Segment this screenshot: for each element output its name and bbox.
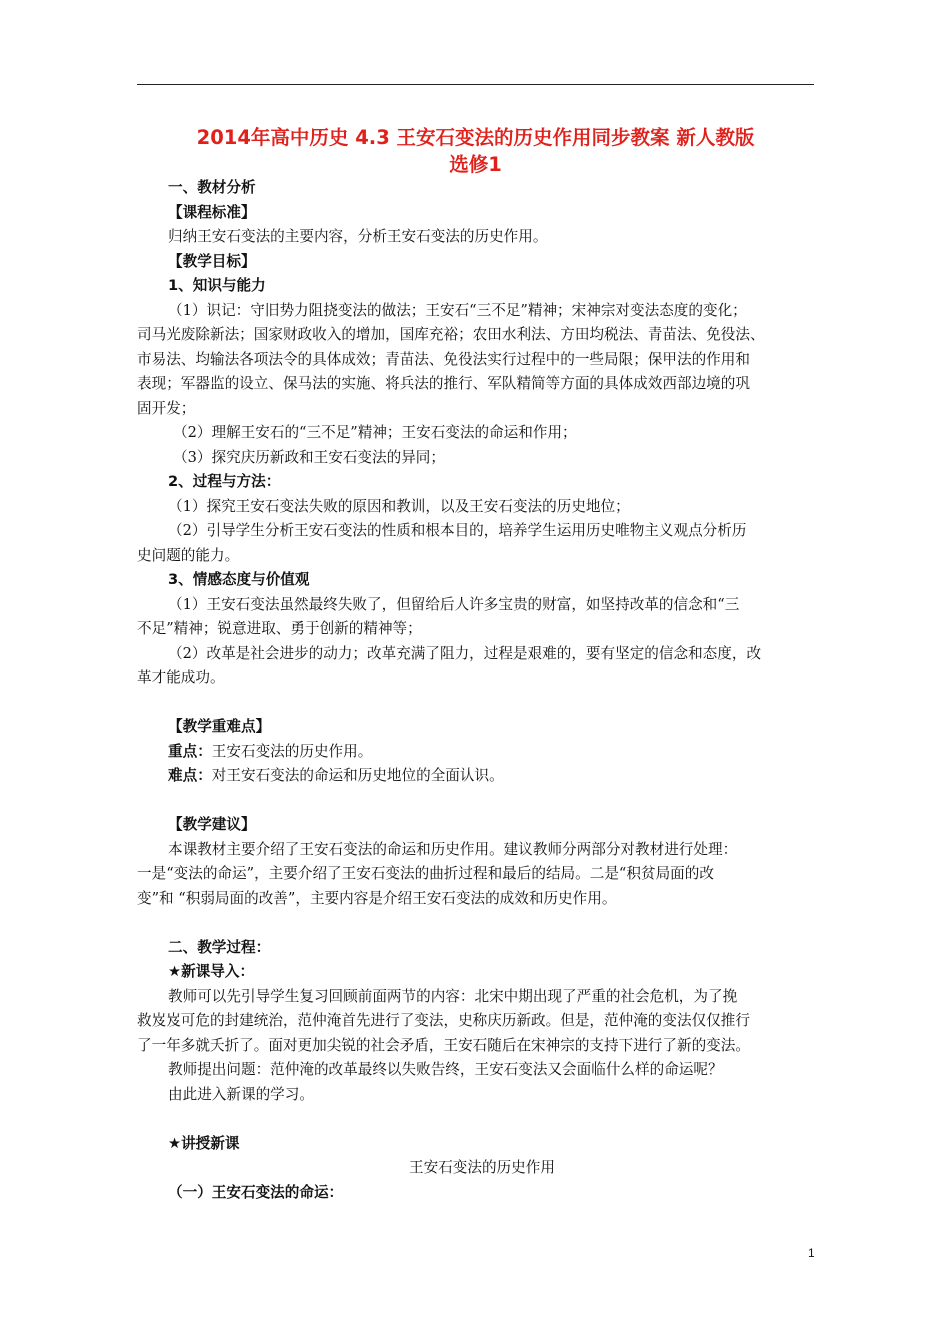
goal-heading: 2、过程与方法： [168, 473, 281, 490]
subsection-heading: 【教学建议】 [168, 816, 256, 833]
title-line-1: 2014年高中历史 4.3 王安石变法的历史作用同步教案 新人教版 [196, 126, 755, 149]
paragraph-line: 由此进入新课的学习。 [168, 1085, 314, 1103]
goal-heading: 1、知识与能力 [168, 277, 266, 294]
subsection-heading: 【教学目标】 [168, 252, 256, 270]
page-number: 1 [808, 1246, 815, 1260]
subsection-heading: ★新课导入： [168, 963, 255, 980]
paragraph-line: 教师可以先引导学生复习回顾前面两节的内容：北宋中期出现了严重的社会危机，为了挽 [168, 987, 738, 1005]
part-heading: （一）王安石变法的命运： [168, 1183, 344, 1201]
document-title [137, 124, 814, 178]
paragraph-line: 本课教材主要介绍了王安石变法的命运和历史作用。建议教师分两部分对教材进行处理： [168, 840, 738, 858]
key-point-text: 王安石变法的历史作用。 [211, 742, 373, 760]
paragraph-line: 固开发； [137, 399, 196, 417]
paragraph-line: （2）改革是社会进步的动力；改革充满了阻力，过程是艰难的，要有坚定的信念和态度，改 [168, 644, 762, 662]
spacer [137, 911, 827, 936]
paragraph-line: 救岌岌可危的封建统治，范仲淹首先进行了变法，史称庆历新政。但是，范仲淹的变法仅仅推行 [137, 1012, 750, 1029]
header-rule [137, 84, 814, 85]
spacer [137, 789, 827, 814]
lesson-title: 王安石变法的历史作用 [409, 1159, 555, 1176]
paragraph-line: 史问题的能力。 [137, 546, 240, 564]
paragraph-line: 了一年多就夭折了。面对更加尖锐的社会矛盾，王安石随后在宋神宗的支持下进行了新的变法。 [137, 1036, 750, 1054]
paragraph-line: 表现；军器监的设立、保马法的实施、将兵法的推行、军队精简等方面的具体成效西部边境的巩 [137, 375, 750, 392]
difficult-point-text: 对王安石变法的命运和历史地位的全面认识。 [211, 767, 504, 784]
subsection-heading: ★讲授新课 [168, 1134, 240, 1152]
paragraph-line: 革才能成功。 [137, 669, 225, 686]
section-heading: 一、教材分析 [168, 179, 256, 196]
paragraph-line: （1）王安石变法虽然最终失败了，但留给后人许多宝贵的财富，如坚持改革的信念和“三 [168, 595, 740, 613]
paragraph-line: （2）引导学生分析王安石变法的性质和根本目的，培养学生运用历史唯物主义观点分析历 [168, 522, 747, 539]
paragraph-line: （1）识记：守旧势力阻挠变法的做法；王安石“三不足”精神；宋神宗对变法态度的变化； [168, 301, 747, 319]
subsection-heading: 【教学重难点】 [168, 718, 271, 735]
key-point-line [137, 740, 827, 765]
paragraph-line: 教师提出问题：范仲淹的改革最终以失败告终，王安石变法又会面临什么样的命运呢？ [168, 1061, 723, 1078]
paragraph-line: 一是“变法的命运”，主要介绍了王安石变法的曲折过程和最后的结局。二是“积贫局面的改 [137, 865, 714, 882]
goal-heading: 3、情感态度与价值观 [168, 571, 310, 588]
title-line-2: 选修1 [449, 153, 502, 176]
document-body [137, 176, 827, 1205]
paragraph-line: （1）探究王安石变法失败的原因和教训，以及王安石变法的历史地位； [168, 497, 630, 515]
paragraph-line: （2）理解王安石的“三不足”精神；王安石变法的命运和作用； [173, 424, 577, 441]
difficult-point-label: 难点： [168, 767, 212, 784]
paragraph-line: 司马光废除新法；国家财政收入的增加，国库充裕；农田水利法、方田均税法、青苗法、免役法、 [137, 326, 765, 343]
difficult-point-line [137, 764, 827, 789]
paragraph-line: 归纳王安石变法的主要内容，分析王安石变法的历史作用。 [168, 228, 548, 245]
key-point-label: 重点： [168, 742, 212, 760]
paragraph-line: 市易法、均输法各项法令的具体成效；青苗法、免役法实行过程中的一些局限；保甲法的作用和 [137, 350, 750, 368]
spacer [137, 691, 827, 716]
paragraph-line: 不足”精神；锐意进取、勇于创新的精神等； [137, 620, 422, 637]
paragraph-line: 变”和 “积弱局面的改善”，主要内容是介绍王安石变法的成效和历史作用。 [137, 889, 617, 907]
section-heading: 二、教学过程： [168, 938, 271, 956]
subsection-heading: 【课程标准】 [168, 203, 256, 221]
paragraph-line: （3）探究庆历新政和王安石变法的异同； [173, 448, 445, 466]
spacer [137, 1107, 827, 1132]
